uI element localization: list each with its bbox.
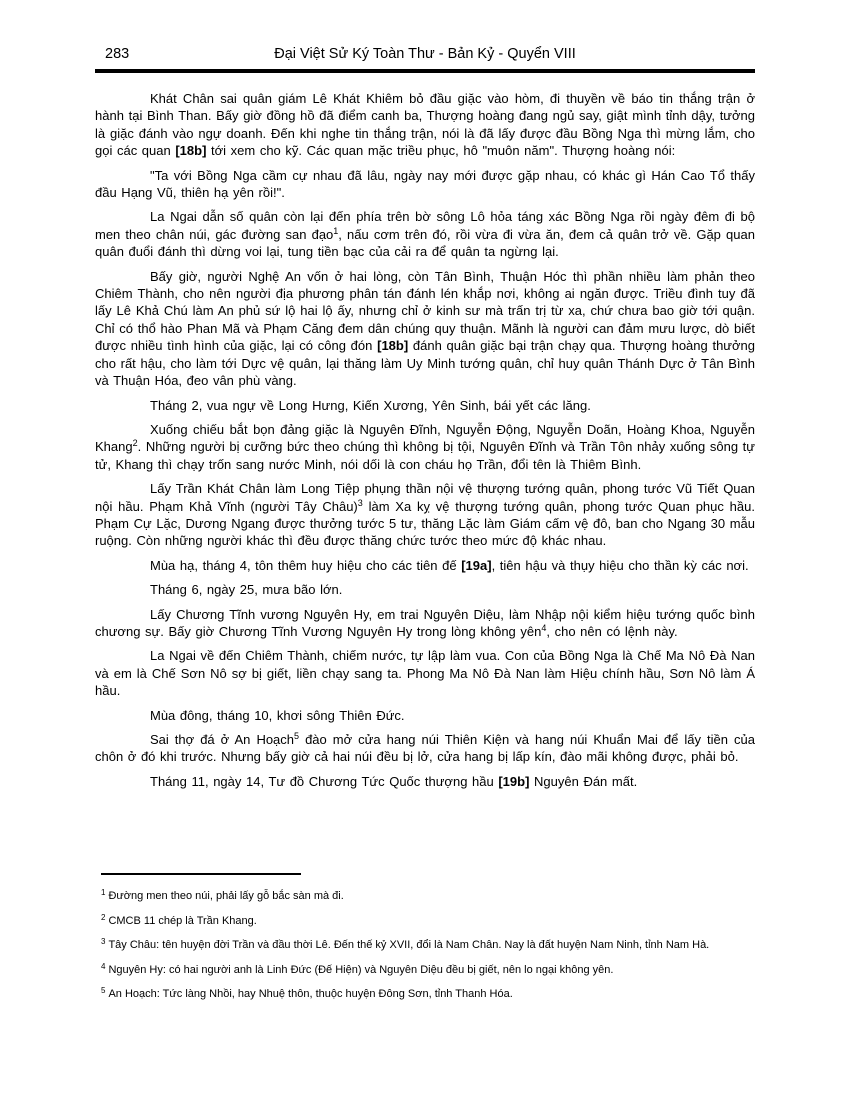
paragraph-8 — [95, 557, 755, 574]
text-run: , tiên hậu và thụy hiệu cho thần kỳ các nơi. — [491, 557, 749, 573]
text-run: "Ta với Bồng Nga cầm cự nhau đã lâu, ngày nay mới được gặp nhau, có khác gì Hán Cao Tổ thấy đầu Hạng Vũ, thiên hạ yên rồi!". — [95, 167, 755, 201]
paragraph-14 — [95, 773, 755, 790]
footnote-reference: 4 — [541, 622, 547, 633]
footnote-text: An Hoạch: Tức làng Nhồi, hay Nhuệ thôn, thuộc huyện Đông Sơn, tỉnh Thanh Hóa. — [108, 988, 513, 1000]
paragraph-1 — [95, 90, 755, 160]
footnote-3 — [95, 938, 755, 952]
footnote-number: 5 — [101, 986, 106, 995]
footnote-1 — [95, 889, 755, 903]
document-body — [95, 90, 755, 797]
text-run: Khát Chân sai quân giám Lê Khát Khiêm bỏ đầu giặc vào hòm, đi thuyền về báo tin thắng trận ở hành tại Bình Than. Bấy giờ đồng hồ đã điểm canh ba, Thượng hoàng đang ngủ say, giật mình tỉnh dậy, tưởng là giặc đánh vào ngự doanh. Đến khi nghe tin thắng trận, nói là đã lấy được đầu Bồng Nga thì mừng lắm, cho gọi các quan — [95, 91, 755, 159]
text-run: Mùa đông, tháng 10, khơi sông Thiên Đức. — [150, 707, 405, 723]
text-run: Lấy Trần Khát Chân làm Long Tiệp phụng thần nội vệ thượng tướng quân, phong tước Vũ Tiết Quan nội hầu. Phạm Khả Vĩnh (người Tây Châu) — [95, 481, 755, 514]
text-run: . Những người bị cưỡng bức theo chúng thì không bị tội, Nguyên Đĩnh và Trần Tôn nhảy xuống sông tự tử, Khang thì chạy trốn sang nước Minh, nói dối là con cháu họ Trần, đổi tên là Thiêm Bình. — [95, 439, 755, 472]
footnote-reference: 3 — [357, 497, 363, 508]
header-rule — [95, 69, 755, 73]
page-number: 283 — [105, 46, 130, 62]
text-run: đào mở cửa hang núi Thiên Kiện và hang núi Khuẩn Mai để lấy tiền của chôn ở đó khi trước. Nhưng bấy giờ cả hai núi đều bị lở, cửa hang bị lấp kín, đào mãi không được, phải bỏ. — [95, 732, 756, 765]
folio-marker: [19a] — [461, 557, 492, 573]
paragraph-9 — [95, 581, 755, 598]
footnotes-list — [95, 889, 755, 1001]
paragraph-4 — [95, 268, 755, 390]
footnote-reference: 1 — [333, 225, 339, 236]
page-header — [95, 46, 755, 66]
folio-marker: [19b] — [498, 773, 530, 789]
footnote-number: 1 — [101, 888, 106, 897]
footnote-area — [95, 873, 755, 1012]
footnote-2 — [95, 914, 755, 928]
folio-marker: [18b] — [377, 338, 409, 354]
text-run: Xuống chiếu bắt bọn đảng giặc là Nguyên Đĩnh, Nguyễn Động, Nguyễn Doãn, Hoàng Khoa, Nguyễn Khang — [95, 421, 755, 455]
paragraph-11 — [95, 647, 755, 699]
text-run: Tháng 6, ngày 25, mưa bão lớn. — [150, 582, 343, 598]
footnote-text: Đường men theo núi, phải lấy gỗ bắc sàn mà đi. — [108, 890, 344, 902]
footnote-4 — [95, 963, 755, 977]
footnote-number: 4 — [101, 961, 106, 971]
text-run: Nguyên Đán mất. — [529, 773, 638, 789]
text-run: làm Xa kỵ vệ thượng tướng quân, phong tước Quan phục hầu. Phạm Cự Lặc, Dương Ngang được thưởng tước 5 tư, thăng Lặc làm Giám cấm vệ đô, ban cho Ngang 30 mẫu ruộng. Còn những người khác thì đều được thăng chức tước theo mức độ khác nhau. — [95, 498, 755, 549]
text-run: , cho nên có lệnh này. — [546, 623, 678, 639]
text-run: Bấy giờ, người Nghệ An vốn ở hai lòng, còn Tân Bình, Thuận Hóc thì phần nhiều làm phản theo Chiêm Thành, cho nên người địa phương phân tán đánh lén khắp nơi, không ai ngăn được. Triều đình tuy đã lấy Lê Khả Chú làm An phủ sứ lộ hai lộ ấy, nhưng chỉ ở kinh sư mà trấn trị từ xa, chứ chưa bao giờ tới quận. Chỉ có thổ hào Phan Mã và Phạm Căng đem dân chúng quy thuận. Mãnh là người can đảm mưu lược, dò biết được nhiều tình hình của giặc, lại có công đón — [95, 268, 755, 354]
footnote-5 — [95, 987, 755, 1001]
paragraph-13 — [95, 731, 755, 766]
page-title: Đại Việt Sử Ký Toàn Thư - Bản Kỷ - Quyển VIII — [274, 46, 576, 62]
text-run: La Ngai về đến Chiêm Thành, chiếm nước, tự lập làm vua. Con của Bồng Nga là Chế Ma Nô Đà Nan và em là Chế Sơn Nô sợ bị giết, liền chạy sang ta. Phong Ma Nô Đà Nan làm Hiệu chính hầu, Sơn Nô làm Á hầu. — [95, 648, 755, 699]
paragraph-5 — [95, 397, 755, 414]
text-run: Lấy Chương Tĩnh vương Nguyên Hy, em trai Nguyên Diệu, làm Nhập nội kiểm hiệu tướng quốc bình chương sự. Bấy giờ Chương Tĩnh Vương Nguyên Hy trong lòng không yên — [95, 606, 755, 639]
footnote-separator-rule — [101, 873, 301, 875]
footnote-text: Tây Châu: tên huyện đời Trần và đầu thời Lê. Đến thế kỷ XVII, đổi là Nam Chân. Nay là đất huyện Nam Ninh, tỉnh Nam Hà. — [108, 939, 710, 951]
footnote-reference: 5 — [294, 731, 300, 741]
text-run: La Ngai dẫn số quân còn lại đến phía trên bờ sông Lô hỏa táng xác Bồng Nga rồi ngày đêm đi bộ men theo chân núi, gác đường san đạo — [95, 209, 755, 242]
paragraph-12 — [95, 707, 755, 724]
text-run: , nấu cơm trên đó, rồi vừa đi vừa ăn, đem cả quân trở về. Gặp quan quân đuổi đánh thì dừng voi lại, tung tiền bạc của cải ra để quân ta ngừng lại. — [95, 226, 755, 260]
paragraph-6 — [95, 421, 755, 473]
folio-marker: [18b] — [175, 143, 207, 159]
paragraph-7 — [95, 480, 755, 550]
paragraph-10 — [95, 606, 755, 641]
footnote-number: 2 — [101, 912, 106, 922]
paragraph-2 — [95, 167, 755, 202]
footnote-number: 3 — [101, 937, 106, 946]
text-run: Mùa hạ, tháng 4, tôn thêm huy hiệu cho các tiên đế — [150, 557, 462, 573]
text-run: tới xem cho kỹ. Các quan mặc triều phục, hô "muôn năm". Thượng hoàng nói: — [206, 143, 676, 159]
footnote-text: Nguyên Hy: có hai người anh là Linh Đức (Đế Hiện) và Nguyên Diệu đều bị giết, nên lo ngại không yên. — [108, 963, 614, 976]
footnote-text: CMCB 11 chép là Trần Khang. — [108, 914, 257, 927]
paragraph-3 — [95, 208, 755, 260]
text-run: Tháng 11, ngày 14, Tư đồ Chương Tức Quốc thượng hầu — [150, 773, 499, 789]
text-run: đánh quân giặc bại trận chạy qua. Thượng hoàng thưởng cho rất hậu, cho làm tới Dực vệ quân, lại thăng làm Uy Minh tướng quân, chỉ huy quân Thánh Dực ở Tân Bình và Thuận Hóa, đeo vân phù vàng. — [95, 338, 755, 389]
text-run: Sai thợ đá ở An Hoạch — [150, 732, 295, 747]
footnote-reference: 2 — [132, 438, 138, 449]
text-run: Tháng 2, vua ngự về Long Hưng, Kiến Xương, Yên Sinh, bái yết các lăng. — [150, 397, 591, 413]
